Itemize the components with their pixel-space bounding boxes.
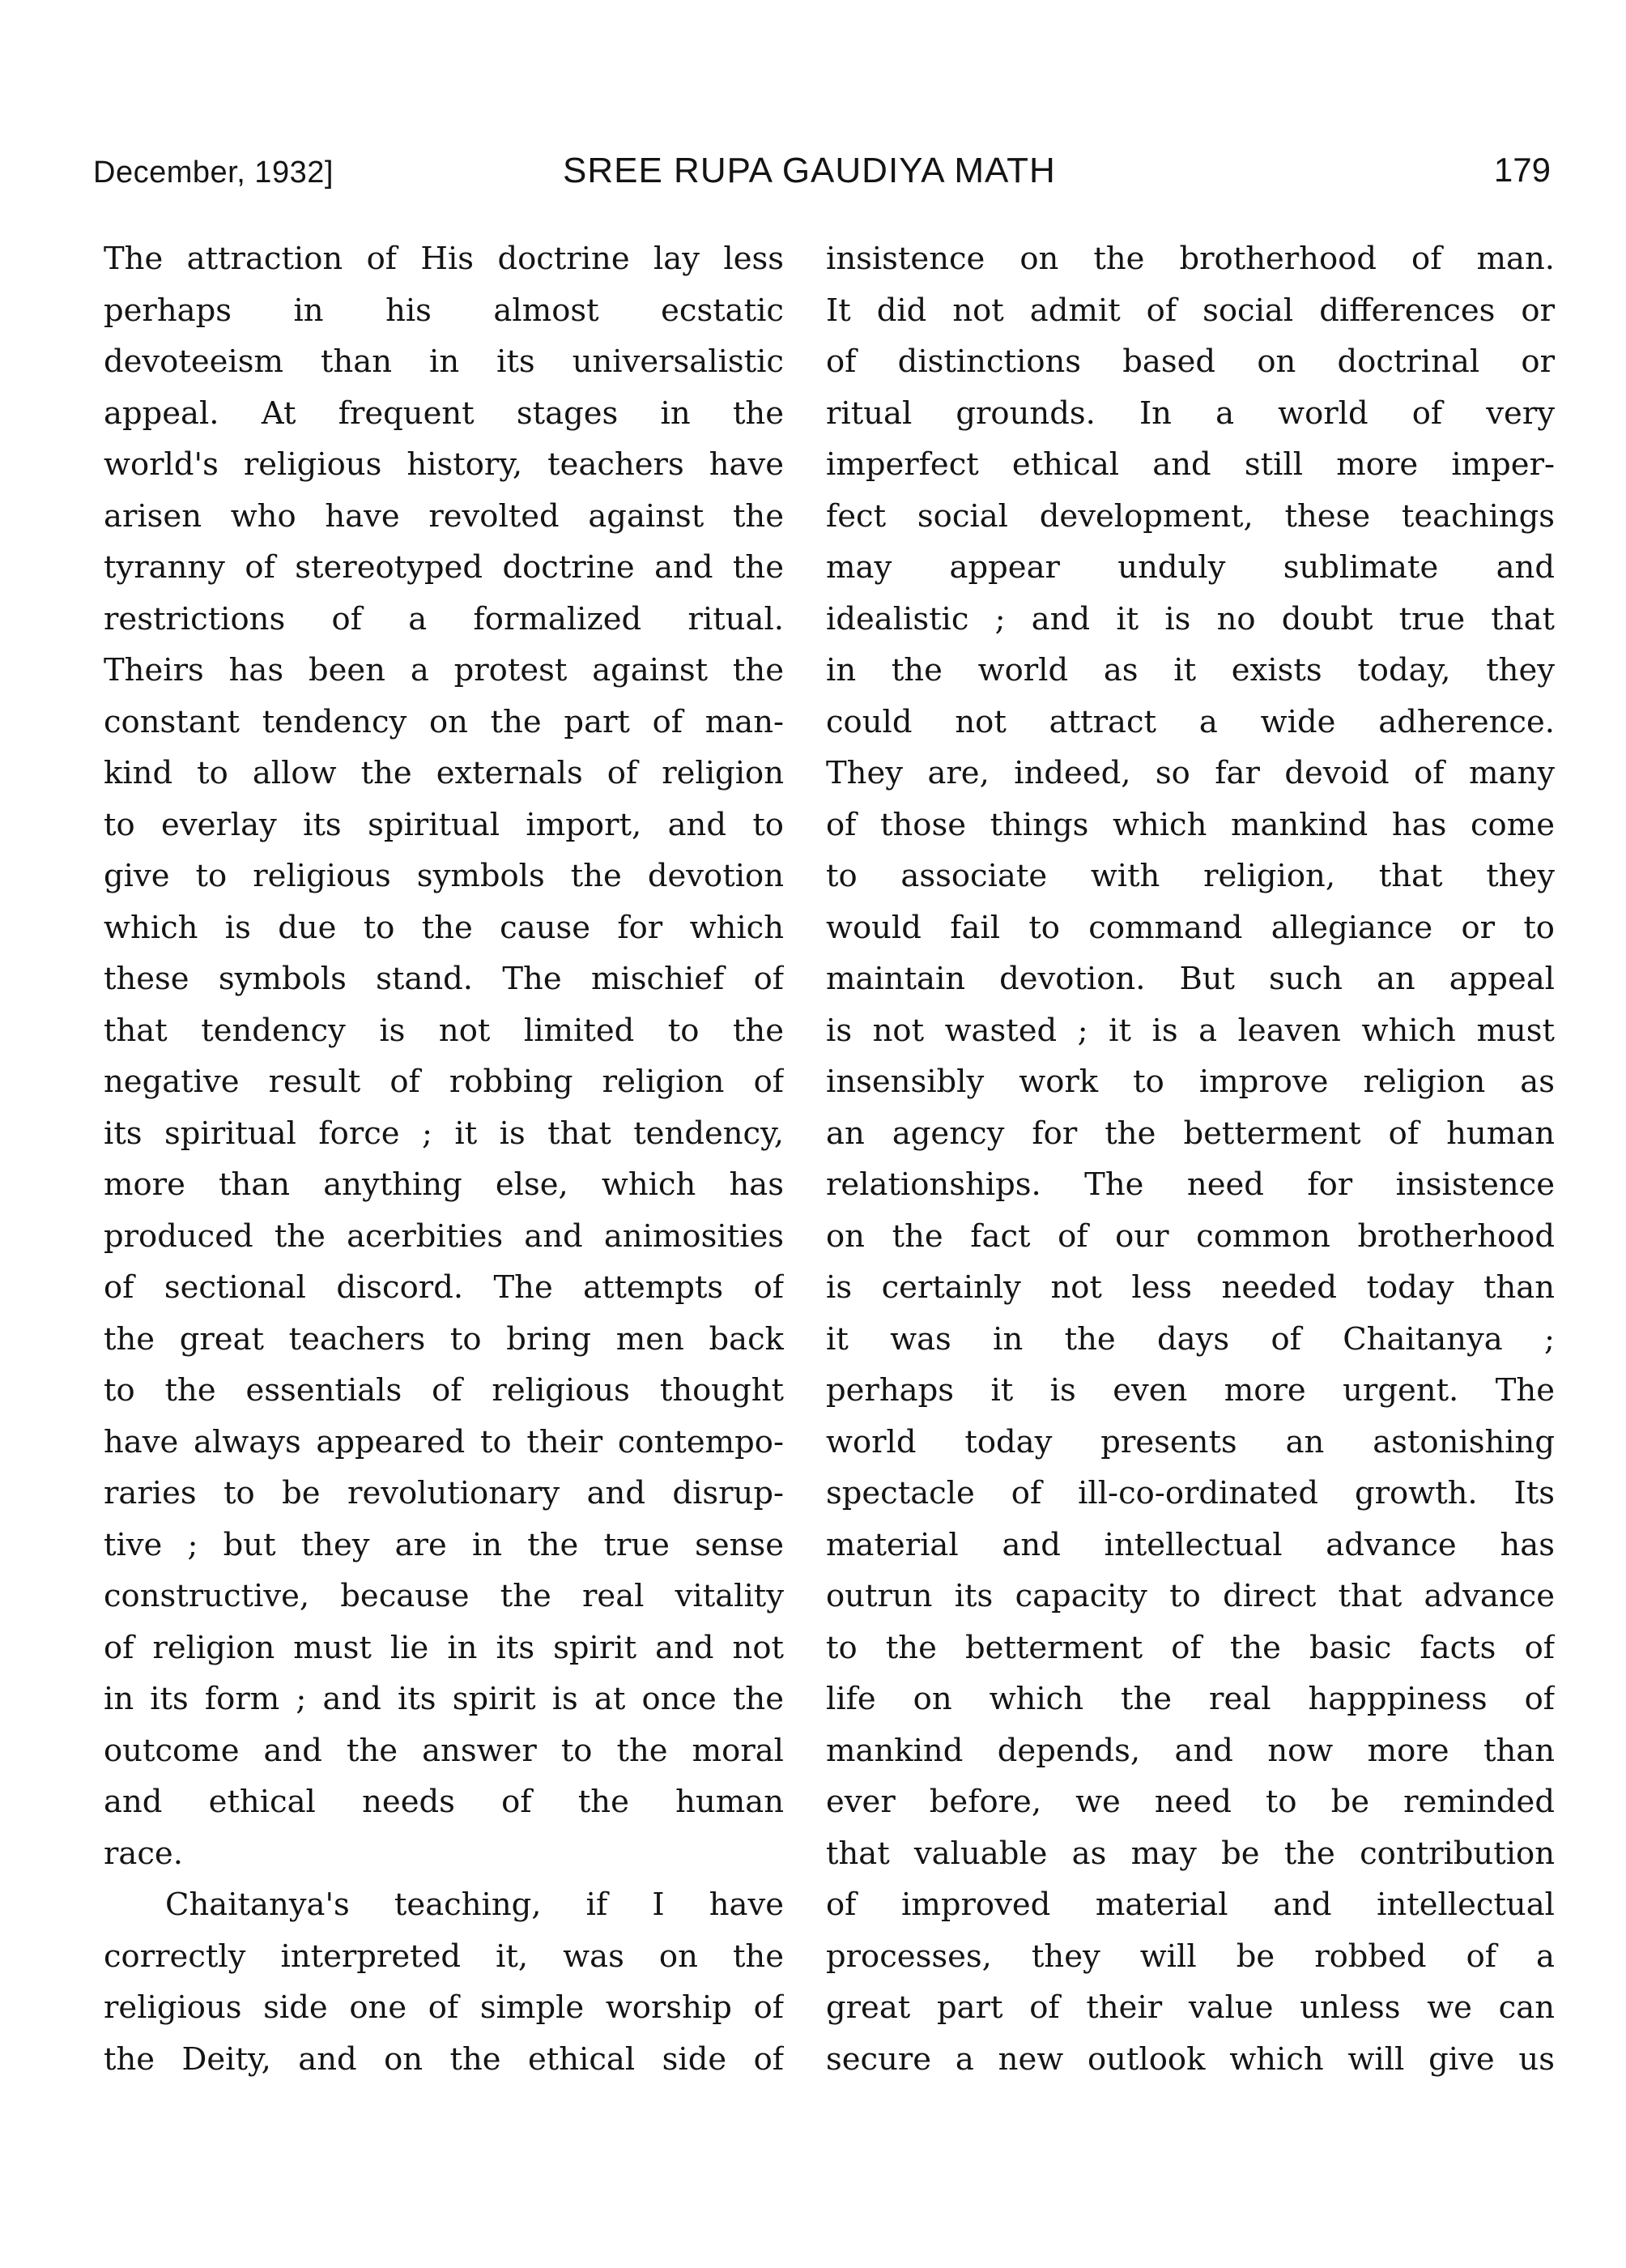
text-line: of religion must lie in its spirit and not [104, 1629, 784, 1666]
text-line: have always appeared to their contempo- [104, 1423, 784, 1460]
text-line: restrictions of a formalized ritual. [104, 600, 784, 637]
text-line: on the fact of our common brotherhood [826, 1217, 1555, 1255]
text-line: produced the acerbities and animosities [104, 1217, 784, 1255]
left-column [104, 233, 784, 2085]
text-line: arisen who have revolted against the [104, 497, 784, 535]
text-line: of those things which mankind has come [826, 806, 1555, 843]
right-column [826, 233, 1555, 2085]
text-line: more than anything else, which has [104, 1166, 784, 1203]
text-line: and ethical needs of the human [104, 1784, 784, 1820]
text-line: devoteeism than in its universalistic [104, 343, 784, 380]
text-line: insensibly work to improve religion as [826, 1064, 1555, 1100]
text-line: secure a new outlook which will give us [826, 2040, 1555, 2078]
text-line: is certainly not less needed today than [826, 1269, 1555, 1306]
text-line: It did not admit of social differences or [826, 292, 1555, 329]
text-line: relationships. The need for insistence [826, 1166, 1555, 1203]
text-line: maintain devotion. But such an appeal [826, 961, 1555, 997]
text-line: appeal. At frequent stages in the [104, 394, 784, 432]
text-line: The attraction of His doctrine lay less [104, 241, 784, 277]
text-line: to everlay its spiritual import, and to [104, 806, 784, 843]
text-line: is not wasted ; it is a leaven which must [826, 1012, 1555, 1049]
text-line: great part of their value unless we can [826, 1989, 1555, 2026]
text-line: to associate with religion, that they [826, 858, 1555, 894]
text-line: tive ; but they are in the true sense [104, 1526, 784, 1563]
issue-date: December, 1932] [93, 156, 334, 190]
text-line: may appear unduly sublimate and [826, 549, 1555, 586]
text-line: tyranny of stereotyped doctrine and the [104, 549, 784, 586]
text-line: perhaps in his almost ecstatic [104, 292, 784, 329]
text-line: in the world as it exists today, they [826, 652, 1555, 688]
text-line: an agency for the betterment of human [826, 1115, 1555, 1152]
text-line: negative result of robbing religion of [104, 1064, 784, 1100]
text-line: insistence on the brotherhood of man. [826, 241, 1555, 277]
text-line: idealistic ; and it is no doubt true that [826, 600, 1555, 637]
journal-title: SREE RUPA GAUDIYA MATH [563, 151, 1056, 190]
text-line: of sectional discord. The attempts of [104, 1269, 784, 1306]
text-line: it was in the days of Chaitanya ; [826, 1320, 1555, 1358]
text-line: that valuable as may be the contribution [826, 1835, 1555, 1872]
text-line: raries to be revolutionary and disrup- [104, 1475, 784, 1511]
text-line: which is due to the cause for which [104, 909, 784, 946]
text-line: constant tendency on the part of man- [104, 703, 784, 740]
paragraph-start-line: Chaitanya's teaching, if I have [165, 1886, 784, 1923]
text-line: They are, indeed, so far devoid of many [826, 755, 1555, 791]
text-line: world's religious history, teachers have [104, 446, 784, 483]
text-line: to the essentials of religious thought [104, 1372, 784, 1409]
text-line: world today presents an astonishing [826, 1423, 1555, 1460]
text-line: fect social development, these teachings [826, 497, 1555, 535]
text-line: to the betterment of the basic facts of [826, 1629, 1555, 1666]
text-line: of improved material and intellectual [826, 1886, 1555, 1923]
text-line: religious side one of simple worship of [104, 1989, 784, 2026]
text-line: material and intellectual advance has [826, 1526, 1555, 1563]
text-line: imperfect ethical and still more imper- [826, 446, 1555, 483]
text-line: race. [104, 1835, 183, 1872]
text-line: outrun its capacity to direct that advance [826, 1578, 1555, 1614]
text-line: that tendency is not limited to the [104, 1012, 784, 1049]
text-line: perhaps it is even more urgent. The [826, 1372, 1555, 1409]
text-line: mankind depends, and now more than [826, 1732, 1555, 1769]
text-line: in its form ; and its spirit is at once the [104, 1681, 784, 1717]
text-line: could not attract a wide adherence. [826, 703, 1555, 740]
page-number: 179 [1493, 151, 1551, 189]
text-line: of distinctions based on doctrinal or [826, 343, 1555, 380]
text-line: these symbols stand. The mischief of [104, 961, 784, 997]
text-line: ritual grounds. In a world of very [826, 394, 1555, 432]
text-line: the Deity, and on the ethical side of [104, 2040, 784, 2078]
text-line: constructive, because the real vitality [104, 1578, 784, 1614]
text-line: correctly interpreted it, was on the [104, 1938, 784, 1975]
text-line: its spiritual force ; it is that tendency, [104, 1115, 784, 1152]
text-line: ever before, we need to be reminded [826, 1784, 1555, 1820]
text-line: give to religious symbols the devotion [104, 858, 784, 894]
text-line: spectacle of ill-co-ordinated growth. Its [826, 1475, 1555, 1511]
text-line: life on which the real happpiness of [826, 1681, 1555, 1717]
text-line: processes, they will be robbed of a [826, 1938, 1555, 1975]
running-header [93, 151, 1551, 199]
text-line: the great teachers to bring men back [104, 1320, 784, 1358]
text-line: outcome and the answer to the moral [104, 1732, 784, 1769]
text-line: would fail to command allegiance or to [826, 909, 1555, 946]
text-line: Theirs has been a protest against the [104, 652, 784, 688]
text-line: kind to allow the externals of religion [104, 755, 784, 791]
